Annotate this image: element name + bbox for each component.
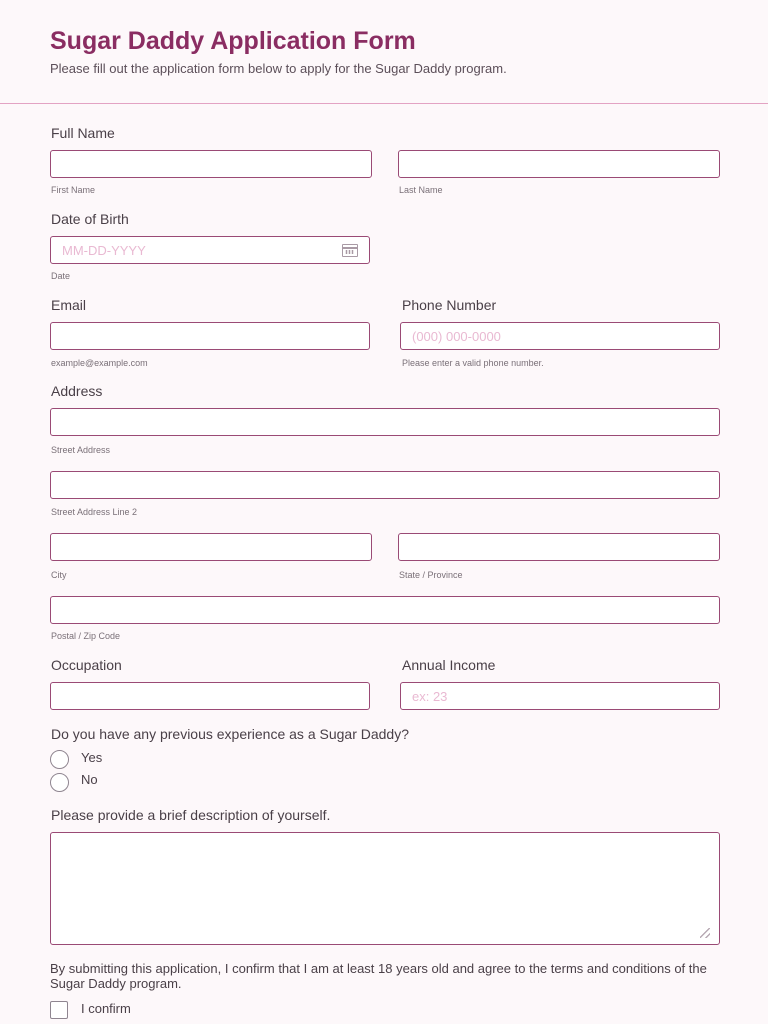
street-address-sublabel: Street Address	[51, 445, 111, 455]
email-label: Email	[51, 297, 87, 313]
full-name-label: Full Name	[51, 125, 115, 141]
first-name-sublabel: First Name	[51, 185, 96, 195]
resize-handle-icon[interactable]	[700, 928, 710, 938]
street-address-line2-input[interactable]	[50, 471, 720, 499]
email-sublabel: example@example.com	[51, 358, 148, 368]
first-name-input[interactable]	[50, 150, 372, 178]
phone-number-label: Phone Number	[402, 297, 497, 313]
radio-yes-label[interactable]: Yes	[81, 750, 103, 765]
radio-no[interactable]	[50, 773, 69, 792]
form-subtitle: Please fill out the application form below to apply for the Sugar Daddy program.	[50, 61, 507, 76]
annual-income-label: Annual Income	[402, 657, 496, 673]
postal-code-sublabel: Postal / Zip Code	[51, 631, 121, 641]
address-label: Address	[51, 383, 103, 399]
form-title: Sugar Daddy Application Form	[50, 27, 416, 55]
calendar-icon[interactable]	[342, 244, 358, 257]
date-of-birth-label: Date of Birth	[51, 211, 129, 227]
confirm-checkbox-label[interactable]: I confirm	[81, 1001, 131, 1016]
state-province-sublabel: State / Province	[399, 570, 463, 580]
occupation-input[interactable]	[50, 682, 370, 710]
description-textarea[interactable]	[50, 832, 720, 945]
annual-income-input[interactable]	[400, 682, 720, 710]
consent-text: By submitting this application, I confirm that I am at least 18 years old and agree to the terms and conditions of the Sugar Daddy program.	[50, 961, 707, 991]
confirm-checkbox[interactable]	[50, 1001, 68, 1019]
occupation-label: Occupation	[51, 657, 122, 673]
street-address-input[interactable]	[50, 408, 720, 436]
city-sublabel: City	[51, 570, 67, 580]
radio-yes[interactable]	[50, 750, 69, 769]
postal-code-input[interactable]	[50, 596, 720, 624]
state-province-input[interactable]	[398, 533, 720, 561]
experience-question: Do you have any previous experience as a Sugar Daddy?	[51, 726, 409, 742]
city-input[interactable]	[50, 533, 372, 561]
header-divider	[0, 103, 768, 104]
phone-number-input[interactable]	[400, 322, 720, 350]
last-name-input[interactable]	[398, 150, 720, 178]
date-sublabel: Date	[51, 271, 71, 281]
description-label: Please provide a brief description of yourself.	[51, 807, 331, 823]
last-name-sublabel: Last Name	[399, 185, 443, 195]
phone-number-sublabel: Please enter a valid phone number.	[402, 358, 544, 368]
email-input[interactable]	[50, 322, 370, 350]
date-of-birth-input[interactable]	[50, 236, 370, 264]
radio-no-label[interactable]: No	[81, 772, 98, 787]
street-address-line2-sublabel: Street Address Line 2	[51, 507, 138, 517]
